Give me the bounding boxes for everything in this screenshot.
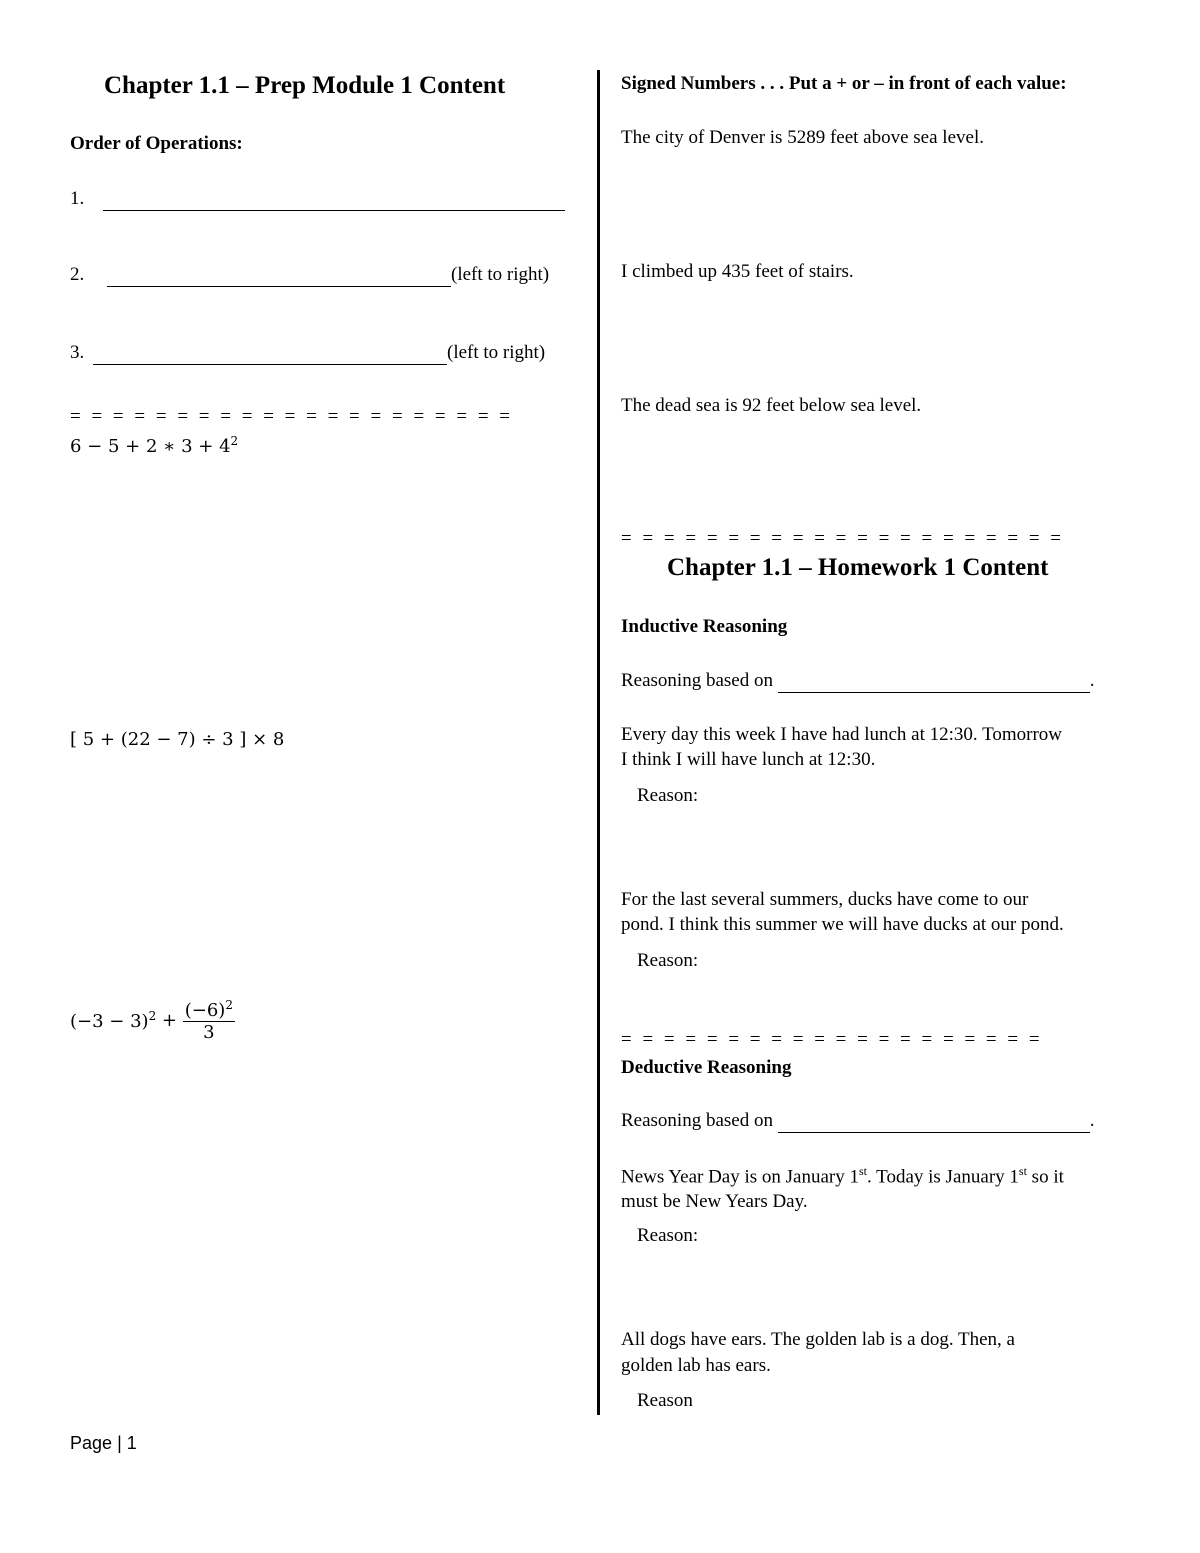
- problem-3-base: (−3 − 3): [70, 1011, 149, 1032]
- deductive-definition: [621, 1110, 1094, 1133]
- order-item-number: 2.: [70, 264, 85, 285]
- signed-item-2: I climbed up 435 feet of stairs.: [621, 261, 854, 282]
- example-text: so it: [1026, 1166, 1064, 1188]
- inductive-example-2-line-2: pond. I think this summer we will have ducks at our pond.: [621, 914, 1064, 935]
- definition-period: .: [1089, 1110, 1095, 1131]
- signed-item-3: The dead sea is 92 feet below sea level.: [621, 395, 922, 416]
- right-separator: = = = = = = = = = = = = = = = = = = = = =: [621, 528, 1062, 549]
- inductive-example-1-line-2: I think I will have lunch at 12:30.: [621, 749, 876, 770]
- definition-period: .: [1089, 670, 1095, 691]
- page-number: 1: [126, 1433, 137, 1453]
- order-item-suffix: (left to right): [451, 264, 550, 285]
- order-item-2: [70, 264, 549, 287]
- order-item-number: 3.: [70, 342, 85, 363]
- page-separator: |: [117, 1433, 122, 1453]
- problem-3-term-a: [70, 1011, 156, 1032]
- numerator-base: (−6): [184, 1000, 226, 1021]
- problem-3-fraction: [183, 998, 235, 1043]
- inductive-example-1-reason: Reason:: [637, 785, 699, 806]
- ordinal-suffix: st: [859, 1164, 868, 1178]
- deductive-example-1-line-2: must be New Years Day.: [621, 1191, 808, 1212]
- page-label: Page: [70, 1433, 113, 1453]
- deductive-example-1-line-1: [621, 1164, 1064, 1188]
- inductive-example-2-reason: Reason:: [637, 950, 699, 971]
- inductive-example-1-line-1: Every day this week I have had lunch at 12:30. Tomorrow: [621, 724, 1063, 745]
- fraction-numerator: [183, 998, 235, 1022]
- inductive-heading: Inductive Reasoning: [621, 616, 788, 637]
- problem-3: [70, 998, 235, 1043]
- right-separator-2: = = = = = = = = = = = = = = = = = = = =: [621, 1029, 1040, 1050]
- deductive-example-1-reason: Reason:: [637, 1225, 699, 1246]
- signed-item-1: The city of Denver is 5289 feet above sea level.: [621, 127, 984, 148]
- deductive-heading: Deductive Reasoning: [621, 1057, 792, 1078]
- ordinal-suffix: st: [1018, 1164, 1027, 1178]
- reasoning-based-on-label: Reasoning based on: [621, 1110, 773, 1131]
- answer-blank: [778, 1110, 1090, 1133]
- problem-1-exponent: 2: [230, 434, 239, 448]
- problem-1: [70, 434, 238, 457]
- order-item-3: [70, 342, 545, 365]
- order-of-operations-heading: Order of Operations:: [70, 133, 243, 154]
- order-item-1: [70, 188, 565, 211]
- answer-blank: [103, 188, 565, 211]
- problem-1-expr: 6 − 5 + 2 ∗ 3 + 4: [70, 436, 231, 457]
- column-divider: [597, 70, 600, 1415]
- problem-3-plus: +: [156, 1010, 183, 1031]
- order-item-suffix: (left to right): [447, 342, 546, 363]
- problem-2: [ 5 + (22 − 7) ÷ 3 ] × 8: [70, 729, 285, 750]
- answer-blank: [93, 342, 447, 365]
- left-separator: = = = = = = = = = = = = = = = = = = = = =: [70, 406, 511, 427]
- page-footer: [70, 1433, 137, 1454]
- numerator-exponent: 2: [225, 998, 233, 1012]
- example-text: News Year Day is on January 1: [621, 1166, 859, 1188]
- left-title: Chapter 1.1 – Prep Module 1 Content: [104, 72, 506, 99]
- deductive-example-2-line-1: All dogs have ears. The golden lab is a dog. Then, a: [621, 1329, 1015, 1350]
- fraction-denominator: 3: [203, 1022, 215, 1043]
- answer-blank: [107, 264, 451, 287]
- answer-blank: [778, 670, 1090, 693]
- problem-3-exponent: 2: [148, 1009, 157, 1023]
- homework-title: Chapter 1.1 – Homework 1 Content: [667, 554, 1049, 581]
- deductive-example-2-line-2: golden lab has ears.: [621, 1355, 771, 1376]
- inductive-example-2-line-1: For the last several summers, ducks have come to our: [621, 889, 1029, 910]
- signed-numbers-heading: Signed Numbers . . . Put a + or – in front of each value:: [621, 73, 1067, 94]
- reasoning-based-on-label: Reasoning based on: [621, 670, 773, 691]
- order-item-number: 1.: [70, 188, 85, 209]
- example-text: . Today is January 1: [867, 1166, 1019, 1188]
- deductive-example-2-reason: Reason: [637, 1390, 693, 1411]
- inductive-definition: [621, 670, 1094, 693]
